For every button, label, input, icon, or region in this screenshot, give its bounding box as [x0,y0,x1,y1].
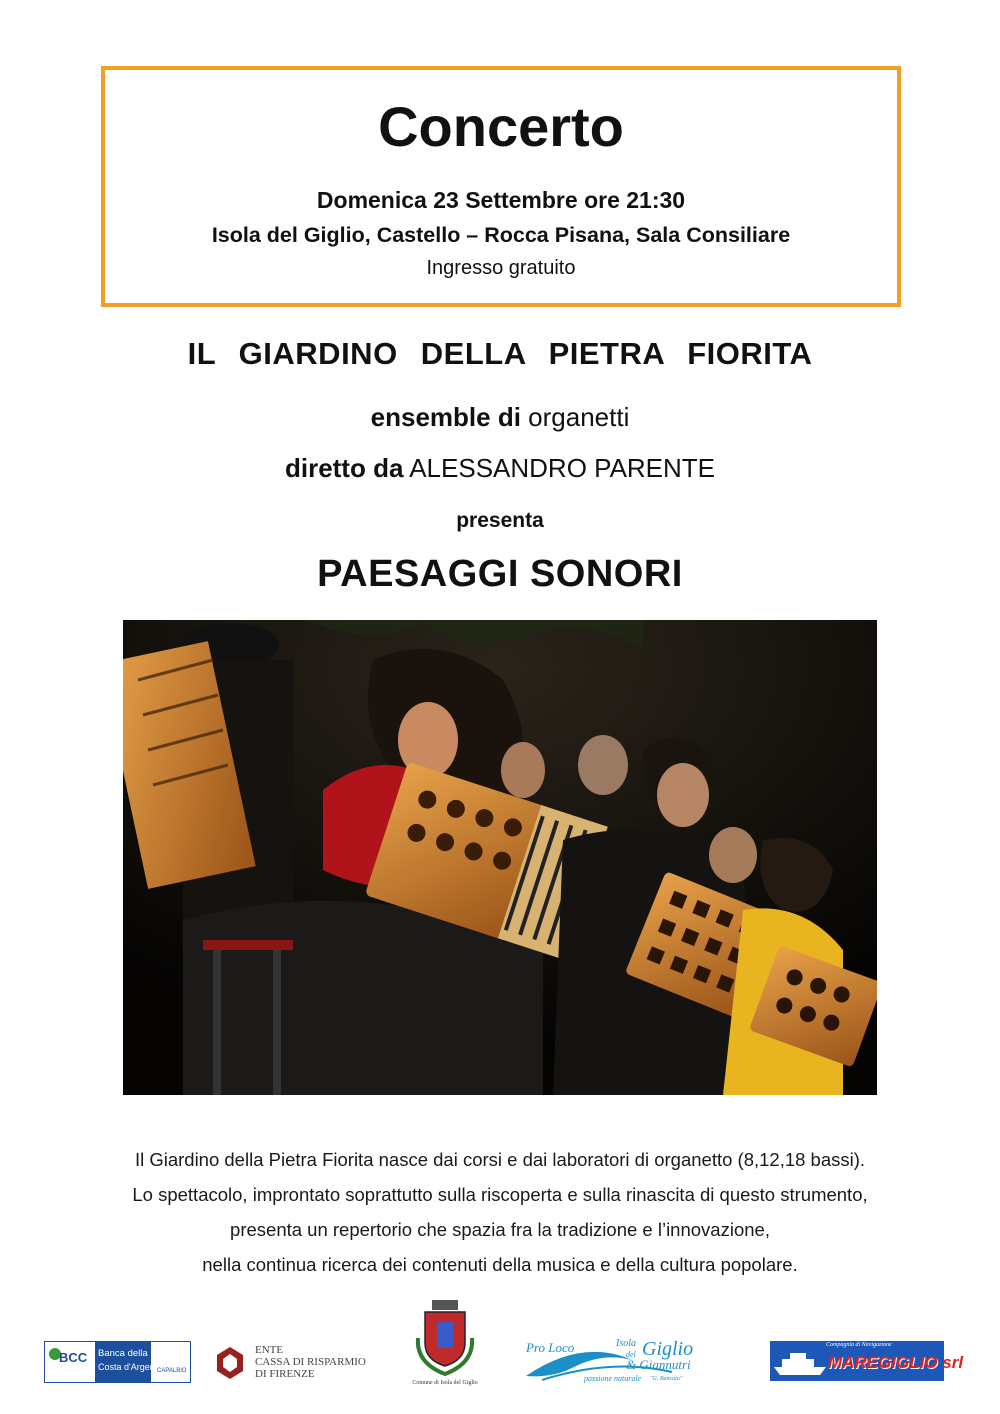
proloco-logo [522,1338,702,1388]
bcc-logo [44,1341,191,1383]
ferry-icon [772,1351,828,1377]
ente-cassa-logo [213,1343,373,1383]
event-date-time: Domenica 23 Settembre ore 21:30 [316,187,686,213]
proloco-pro: Pro Loco [526,1340,575,1355]
ensemble-director-rest: ALESSANDRO PARENTE [403,453,716,483]
ente-emblem-icon [213,1345,247,1381]
comune-crest-icon [410,1298,480,1378]
bcc-name-line1: Banca della [98,1348,148,1359]
ensemble-type-rest: organetti [520,402,630,432]
event-title: Concerto [378,95,624,158]
bcc-name-line2: Costa d'Argento [98,1362,163,1372]
ensemble-director-bold: diretto da [284,453,404,483]
proloco-giannutri: & Giannutri [626,1357,691,1372]
maregiglio-top: Compagnia di Navigazione [826,1342,892,1348]
ensemble-name: IL GIARDINO DELLA PIETRA FIORITA [187,336,813,371]
proloco-giglio: Giglio [642,1338,694,1360]
maregiglio-name: MAREGIGLIO srl [828,1353,964,1372]
event-info-box [101,66,901,307]
event-entry: Ingresso gratuito [426,257,576,279]
accordion-players-illustration [123,620,877,1095]
bcc-tag: CAPALBIO [157,1368,187,1374]
proloco-signature: "G. Bancala" [650,1376,683,1382]
description-line: presenta un repertorio che spazia fra la tradizione e l’innovazione, [230,1219,770,1240]
ente-line3: DI FIRENZE [255,1368,315,1380]
maregiglio-logo [770,1341,964,1381]
description-line: Lo spettacolo, improntato soprattutto sulla riscoperta e sulla rinascita di questo strumento, [132,1184,868,1205]
description-line: nella continua ricerca dei contenuti della musica e della cultura popolare. [202,1254,798,1275]
ensemble-type-bold: ensemble di [370,402,521,432]
proloco-del: del [626,1350,636,1359]
ente-line1: ENTE [255,1344,284,1356]
comune-caption: Comune di Isola del Giglio [412,1380,478,1386]
proloco-isola: Isola [616,1338,636,1349]
ensemble-photo [123,620,877,1095]
ensemble-director [0,453,1000,484]
ente-line2: CASSA DI RISPARMIO [255,1356,366,1368]
ensemble-type [0,402,1000,433]
show-title: PAESAGGI SONORI [317,553,683,595]
bcc-mark: BCC [59,1350,88,1365]
comune-logo [400,1298,490,1390]
proloco-motto: passione naturale [584,1374,642,1383]
presents-label: presenta [456,509,544,532]
event-location: Isola del Giglio, Castello – Rocca Pisana, Sala Consiliare [211,223,791,247]
description-line: Il Giardino della Pietra Fiorita nasce dai corsi e dai laboratori di organetto (8,12,18 bassi). [134,1149,866,1170]
description [0,1142,1000,1282]
